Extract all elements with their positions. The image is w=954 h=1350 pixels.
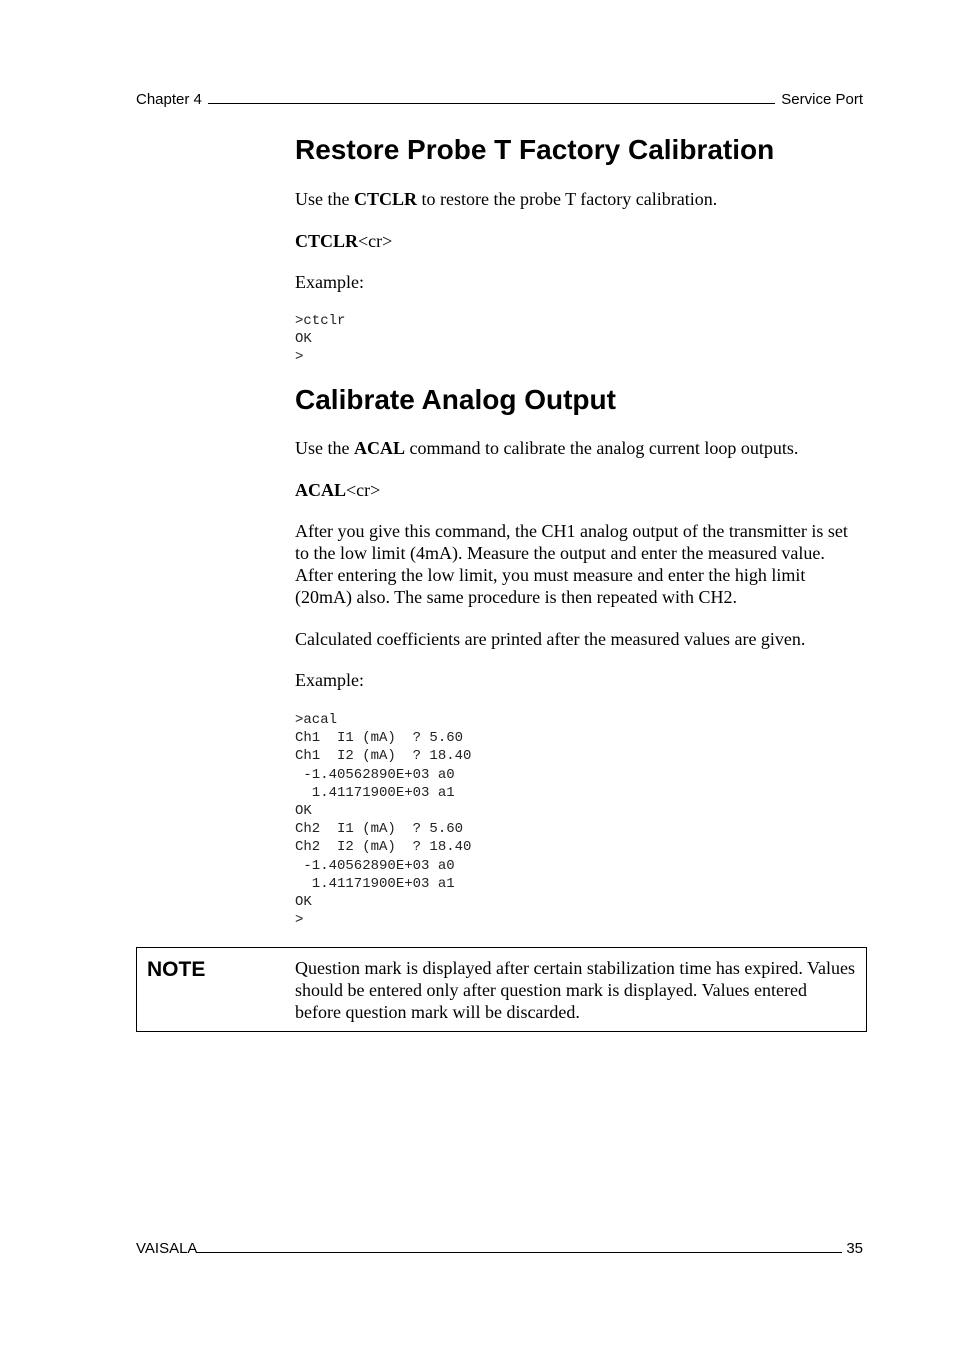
- page-number: 35: [846, 1240, 863, 1257]
- page-footer: [136, 1239, 863, 1257]
- section1-syntax: CTCLR<cr>: [295, 231, 393, 251]
- section-calibrate-analog-output: [295, 384, 860, 416]
- code-block: >ctclr OK >: [295, 313, 346, 366]
- section-label: Service Port: [781, 91, 863, 108]
- command-name: CTCLR: [353, 189, 417, 209]
- note-box: [136, 947, 867, 1032]
- section1-intro: Use the CTCLR to restore the probe T factory calibration.: [295, 189, 718, 209]
- section-title: Restore Probe T Factory Calibration: [295, 134, 775, 165]
- section2-para2: Calculated coefficients are printed after the measured values are given.: [295, 629, 806, 649]
- company-name: VAISALA: [136, 1240, 198, 1257]
- command-syntax: ACAL: [295, 480, 347, 500]
- section2-example-label: Example:: [295, 670, 364, 690]
- note-text: Question mark is displayed after certain stabilization time has expired. Values should be entered only after question mark is displayed. Values entered before question mark will be discarded.: [295, 958, 856, 1022]
- section-restore-probe-t: [295, 134, 860, 166]
- footer-rule: [197, 1239, 842, 1253]
- section2-para1: After you give this command, the CH1 analog output of the transmitter is set to the low limit (4mA). Measure the output and enter the measured value. After entering the low limit, you must measure and enter the high limit (20mA) also. The same procedure is then repeated with CH2.: [295, 521, 848, 607]
- chapter-label: Chapter 4: [136, 91, 202, 108]
- code-block: >acal Ch1 I1 (mA) ? 5.60 Ch1 I2 (mA) ? 18.40 -1.40562890E+03 a0 1.41171900E+03 a1 OK Ch2 I1 (mA) ? 5.60 Ch2 I2 (mA) ? 18.40 -1.40562890E+03 a0 1.41171900E+03 a1 OK >: [295, 712, 472, 929]
- section2-syntax: ACAL<cr>: [295, 480, 381, 500]
- section-title: Calibrate Analog Output: [295, 384, 616, 415]
- page-header: [136, 90, 863, 108]
- section2-example-code: [295, 711, 860, 929]
- section1-example-label: Example:: [295, 272, 364, 292]
- command-syntax: CTCLR: [295, 231, 359, 251]
- header-rule: [208, 90, 775, 104]
- command-name: ACAL: [353, 438, 405, 458]
- section2-intro: Use the ACAL command to calibrate the analog current loop outputs.: [295, 438, 799, 458]
- section1-example-code: [295, 312, 860, 367]
- note-label: NOTE: [147, 958, 206, 981]
